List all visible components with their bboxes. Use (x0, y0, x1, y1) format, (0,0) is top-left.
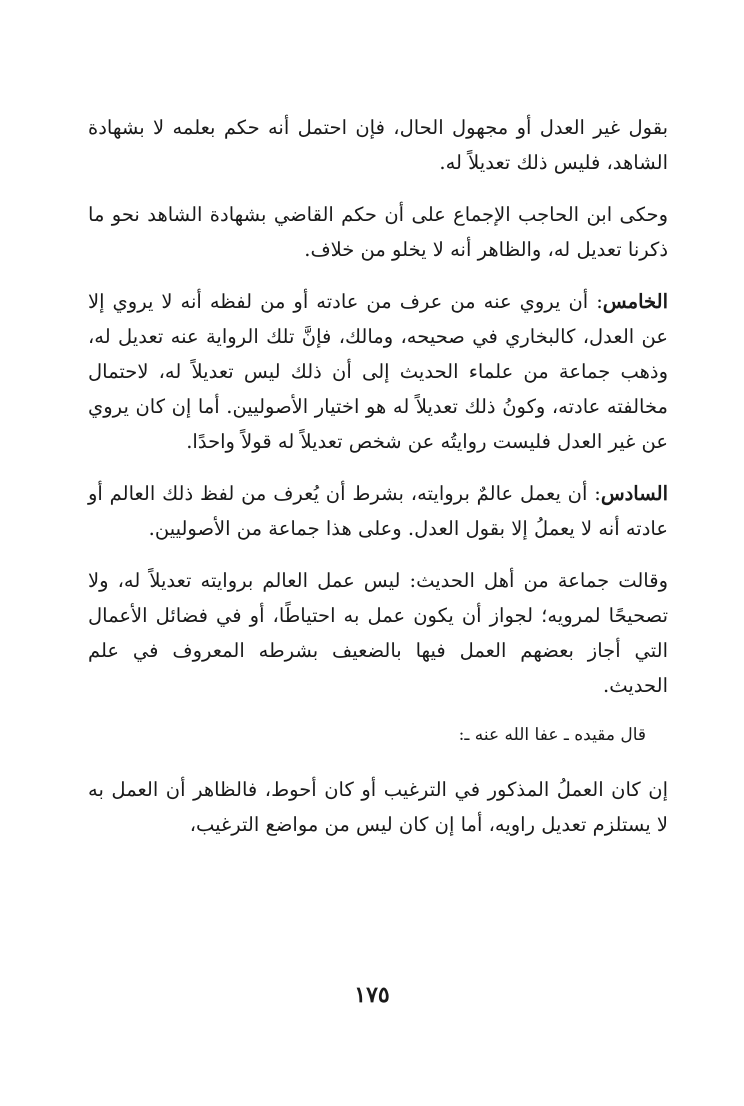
paragraph-6 (88, 772, 668, 842)
author-note: قال مقيده ـ عفا الله عنه ـ: (458, 725, 646, 745)
paragraph-5 (88, 563, 668, 703)
paragraph-3-text: : أن يروي عنه من عرف من عادته أو من لفظه أنه لا يروي إلا عن العدل، كالبخاري في صحيحه، ومالك، فإنَّ تلك الرواية عنه تعديل له، وذهب جماعة من علماء الحديث إلى أن ذلك ليس تعديلاً له، لاحتمال مخالفته عادته، وكونُ ذلك تعديلاً له هو اختيار الأصوليين. أما إن كان يروي عن غير العدل فليست روايتُه عن شخص تعديلاً له قولاً واحدًا. (88, 290, 668, 453)
paragraph-1-text: بقول غير العدل أو مجهول الحال، فإن احتمل أنه حكم بعلمه لا بشهادة الشاهد، فليس ذلك تعديلاً له. (88, 116, 668, 174)
paragraph-3-lead: الخامس (602, 290, 668, 313)
paragraph-1 (88, 110, 668, 180)
page-body (88, 110, 668, 859)
paragraph-4-text: : أن يعمل عالمٌ بروايته، بشرط أن يُعرف من لفظ ذلك العالم أو عادته أنه لا يعملُ إلا بقول العدل. وعلى هذا جماعة من الأصوليين. (88, 482, 668, 540)
paragraph-5-text: وقالت جماعة من أهل الحديث: ليس عمل العالم بروايته تعديلاً له، ولا تصحيحًا لمرويه؛ لجواز أن يكون عمل به احتياطًا، أو في فضائل الأعمال التي أجاز بعضهم العمل فيها بالضعيف بشرطه المعروف في علم الحديث. (88, 569, 668, 697)
paragraph-6-text: إن كان العملُ المذكور في الترغيب أو كان أحوط، فالظاهر أن العمل به لا يستلزم تعديل راويه، أما إن كان ليس من مواضع الترغيب، (88, 778, 668, 836)
paragraph-2-text: وحكى ابن الحاجب الإجماع على أن حكم القاضي بشهادة الشاهد نحو ما ذكرنا تعديل له، والظاهر أنه لا يخلو من خلاف. (88, 203, 668, 261)
paragraph-4 (88, 476, 668, 546)
page-number: ١٧٥ (354, 982, 390, 1008)
paragraph-2 (88, 197, 668, 267)
paragraph-3 (88, 284, 668, 459)
paragraph-4-lead: السادس (600, 482, 668, 505)
